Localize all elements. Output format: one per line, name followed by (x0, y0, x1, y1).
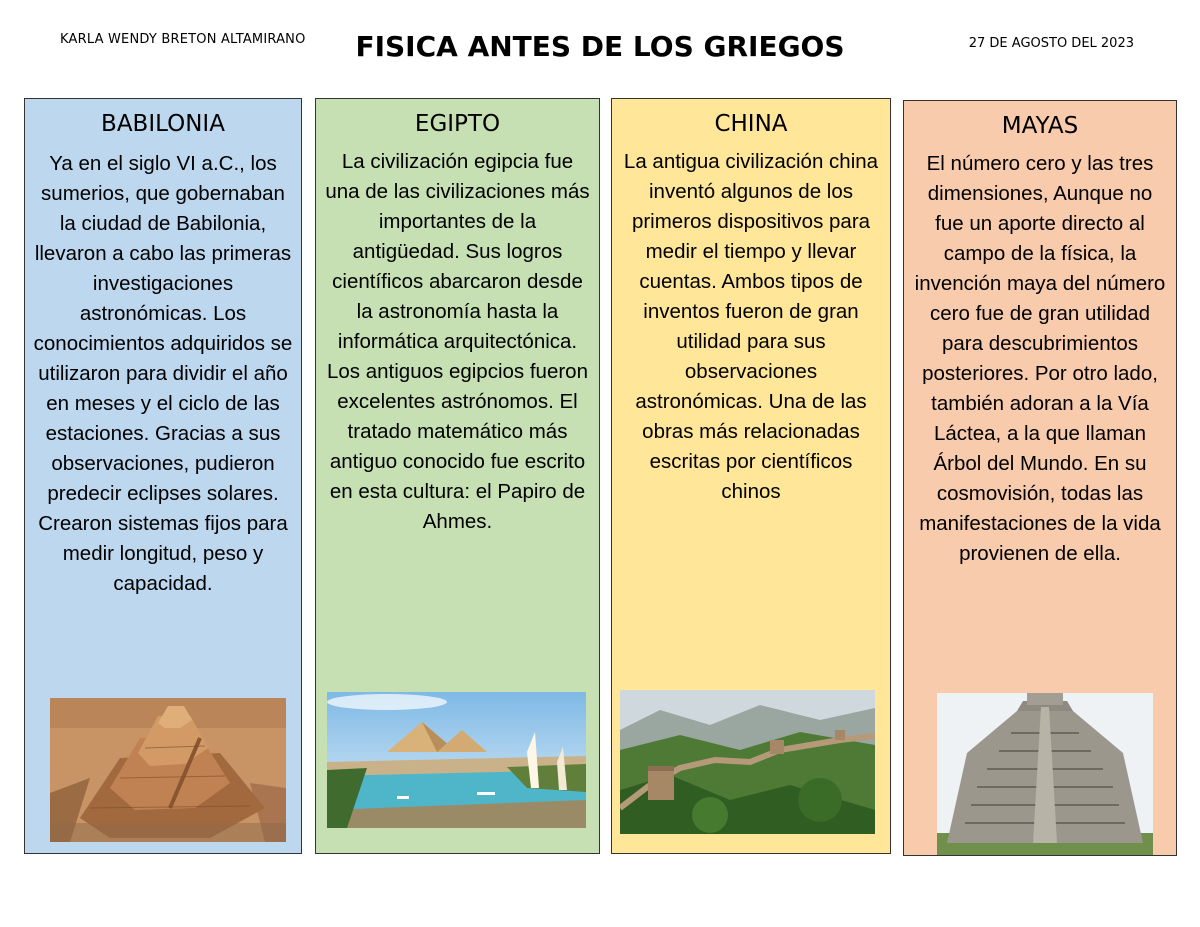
document-date: 27 DE AGOSTO DEL 2023 (968, 36, 1134, 51)
panel-title-china: CHINA (714, 111, 788, 137)
chichen-itza-pyramid-image (937, 693, 1153, 855)
author-name: KARLA WENDY BRETON ALTAMIRANO (60, 32, 306, 47)
panel-title-egipto: EGIPTO (414, 111, 501, 137)
panel-text-babilonia: Ya en el siglo VI a.C., los sumerios, que gobernaban la ciudad de Babilonia, llevaron a cabo las primeras investigaciones astronómicas. Los conocimientos adquiridos se utilizaron para dividir el año en meses y el ciclo de las estaciones. Gracias a sus observaciones, pudieron predecir eclipses solares. Crearon sistemas fijos para medir longitud, peso y capacidad. (33, 152, 293, 595)
page-title: FISICA ANTES DE LOS GRIEGOS (355, 30, 845, 63)
panel-text-egipto: La civilización egipcia fue una de las civilizaciones más importantes de la antigüedad. Sus logros científicos abarcaron desde la astronomía hasta la informática arquitectónica. Los antiguos egipcios fueron excelentes astrónomos. El tratado matemático más antiguo conocido fue escrito en esta cultura: el Papiro de Ahmes. (325, 150, 590, 533)
panel-title-babilonia: BABILONIA (101, 111, 225, 137)
pyramids-nile-image (327, 692, 586, 828)
great-wall-image (620, 690, 875, 834)
panel-text-china: La antigua civilización china inventó algunos de los primeros dispositivos para medir el tiempo y llevar cuentas. Ambos tipos de inventos fueron de gran utilidad para sus observaciones astronómicas. Una de las obras más relacionadas escritas por científicos chinos (623, 150, 879, 503)
panel-title-mayas: MAYAS (1001, 113, 1079, 139)
panel-text-mayas: El número cero y las tres dimensiones, Aunque no fue un aporte directo al campo de la física, la invención maya del número cero fue de gran utilidad para descubrimientos posteriores. Por otro lado, también adoran a la Vía Láctea, a la que llaman Árbol del Mundo. En su cosmovisión, todas las manifestaciones de la vida provienen de ella. (914, 152, 1166, 565)
ziggurat-image (50, 698, 286, 842)
